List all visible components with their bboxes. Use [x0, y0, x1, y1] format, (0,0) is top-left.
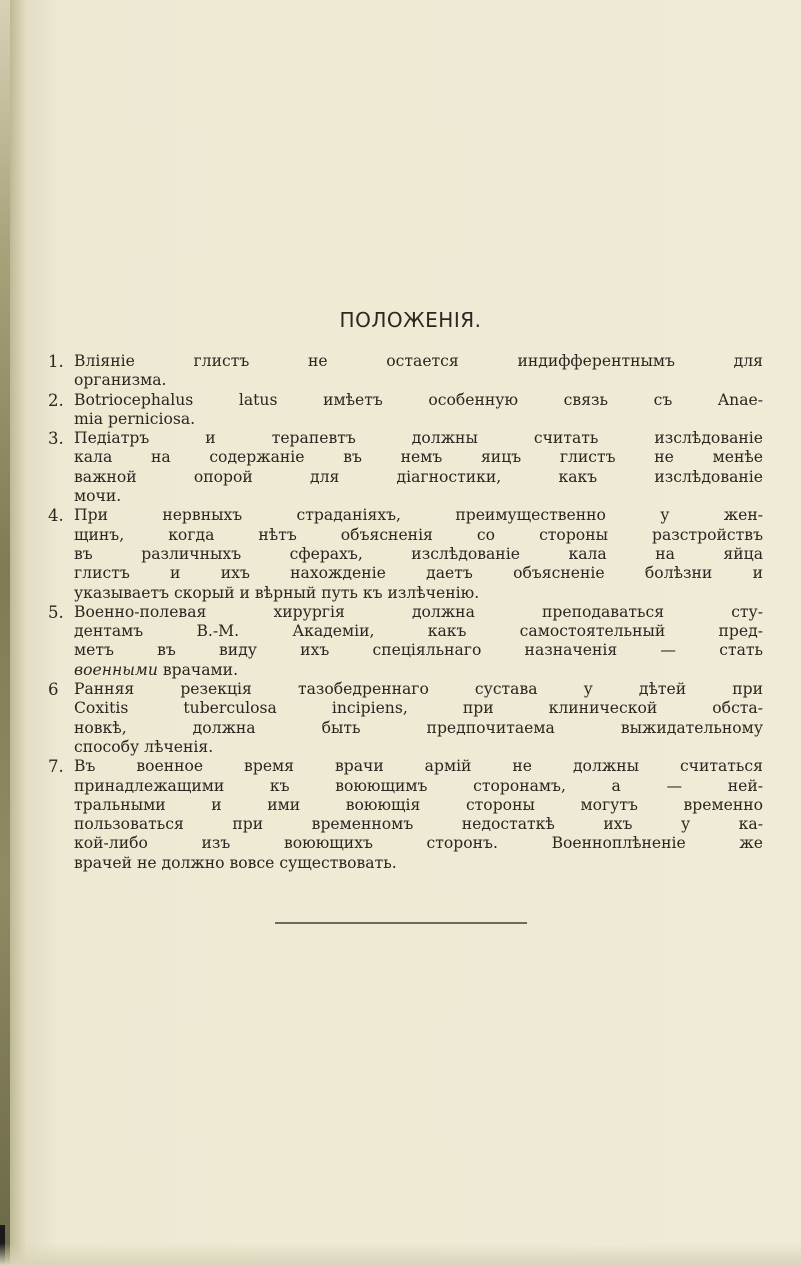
thesis-line: Ранняя резекція тазобедреннаго сустава у дѣтей при [74, 680, 763, 699]
thesis-line: дентамъ В.-М. Академіи, какъ самостоятельный пред- [74, 622, 763, 641]
thesis-line: въ различныхъ сферахъ, изслѣдованіе кала на яйца [74, 544, 763, 563]
closing-rule [275, 922, 527, 924]
page-title: ПОЛОЖЕНІЯ. [339, 308, 482, 332]
thesis-line: новкѣ, должна быть предпочитаема выжидательному [74, 718, 763, 737]
thesis-line-tail: врачами. [157, 660, 239, 679]
thesis-number: 5. [48, 602, 64, 622]
thesis-number: 7. [48, 757, 64, 777]
thesis-line: Botriocephalus latus имѣетъ особенную связь съ Anae- [74, 390, 763, 409]
thesis-line: При нервныхъ страданіяхъ, преимущественно у жен- [74, 506, 763, 525]
thesis-line: Coxitis tuberculosa incipiens, при клинической обста- [74, 699, 763, 718]
thesis-number: 2. [48, 390, 64, 410]
page-bottom-shade [0, 1243, 801, 1265]
thesis-line: пользоваться при временномъ недостаткѣ ихъ у ка- [74, 815, 763, 834]
thesis-line: тральными и ими воюющія стороны могутъ временно [74, 795, 763, 814]
thesis-line: принадлежащими къ воюющимъ сторонамъ, а — ней- [74, 776, 763, 795]
thesis-number: 4. [48, 506, 64, 526]
thesis-item-3 [48, 429, 763, 506]
thesis-line: щинъ, когда нѣтъ объясненія со стороны разстройствъ [74, 525, 763, 544]
thesis-line: Вліяніе глистъ не остается индифферентнымъ для [74, 352, 763, 370]
thesis-line: глистъ и ихъ нахожденіе даетъ объясненіе болѣзни и [74, 564, 763, 583]
thesis-line: врачей не должно вовсе существовать. [74, 853, 397, 872]
thesis-line: указываетъ скорый и вѣрный путь къ излѣченію. [74, 583, 480, 602]
theses-list [48, 352, 763, 873]
thesis-item-1 [48, 352, 763, 391]
thesis-line: мочи. [74, 487, 122, 506]
thesis-line: важной опорой для діагностики, какъ изслѣдованіе [74, 467, 763, 486]
thesis-line: метъ въ виду ихъ спеціяльнаго назначенія — стать [74, 641, 763, 660]
thesis-line: способу лѣченія. [74, 737, 214, 756]
thesis-item-7 [48, 757, 763, 873]
thesis-line: mia perniciosa. [74, 409, 196, 428]
emphasized-word: военными [74, 660, 158, 679]
thesis-line: кой-либо изъ воюющихъ сторонъ. Военноплѣненіе же [74, 834, 763, 853]
thesis-item-2 [48, 391, 763, 430]
thesis-line: кала на содержаніе въ немъ яицъ глистъ не менѣе [74, 448, 763, 467]
thesis-line: организма. [74, 371, 167, 390]
thesis-number: 3. [48, 429, 64, 449]
thesis-number: 1. [48, 352, 64, 371]
book-spine-edge [0, 0, 10, 1265]
thesis-number: 6 [48, 680, 59, 700]
thesis-line: Педіатръ и терапевтъ должны считать изслѣдованіе [74, 429, 763, 448]
thesis-item-6 [48, 680, 763, 757]
thesis-line: Въ военное время врачи армій не должны считаться [74, 757, 763, 776]
thesis-item-5 [48, 603, 763, 680]
thesis-line-emphasis [74, 661, 763, 680]
thesis-item-4 [48, 506, 763, 602]
thesis-line: Военно-полевая хирургія должна преподаваться сту- [74, 602, 763, 621]
